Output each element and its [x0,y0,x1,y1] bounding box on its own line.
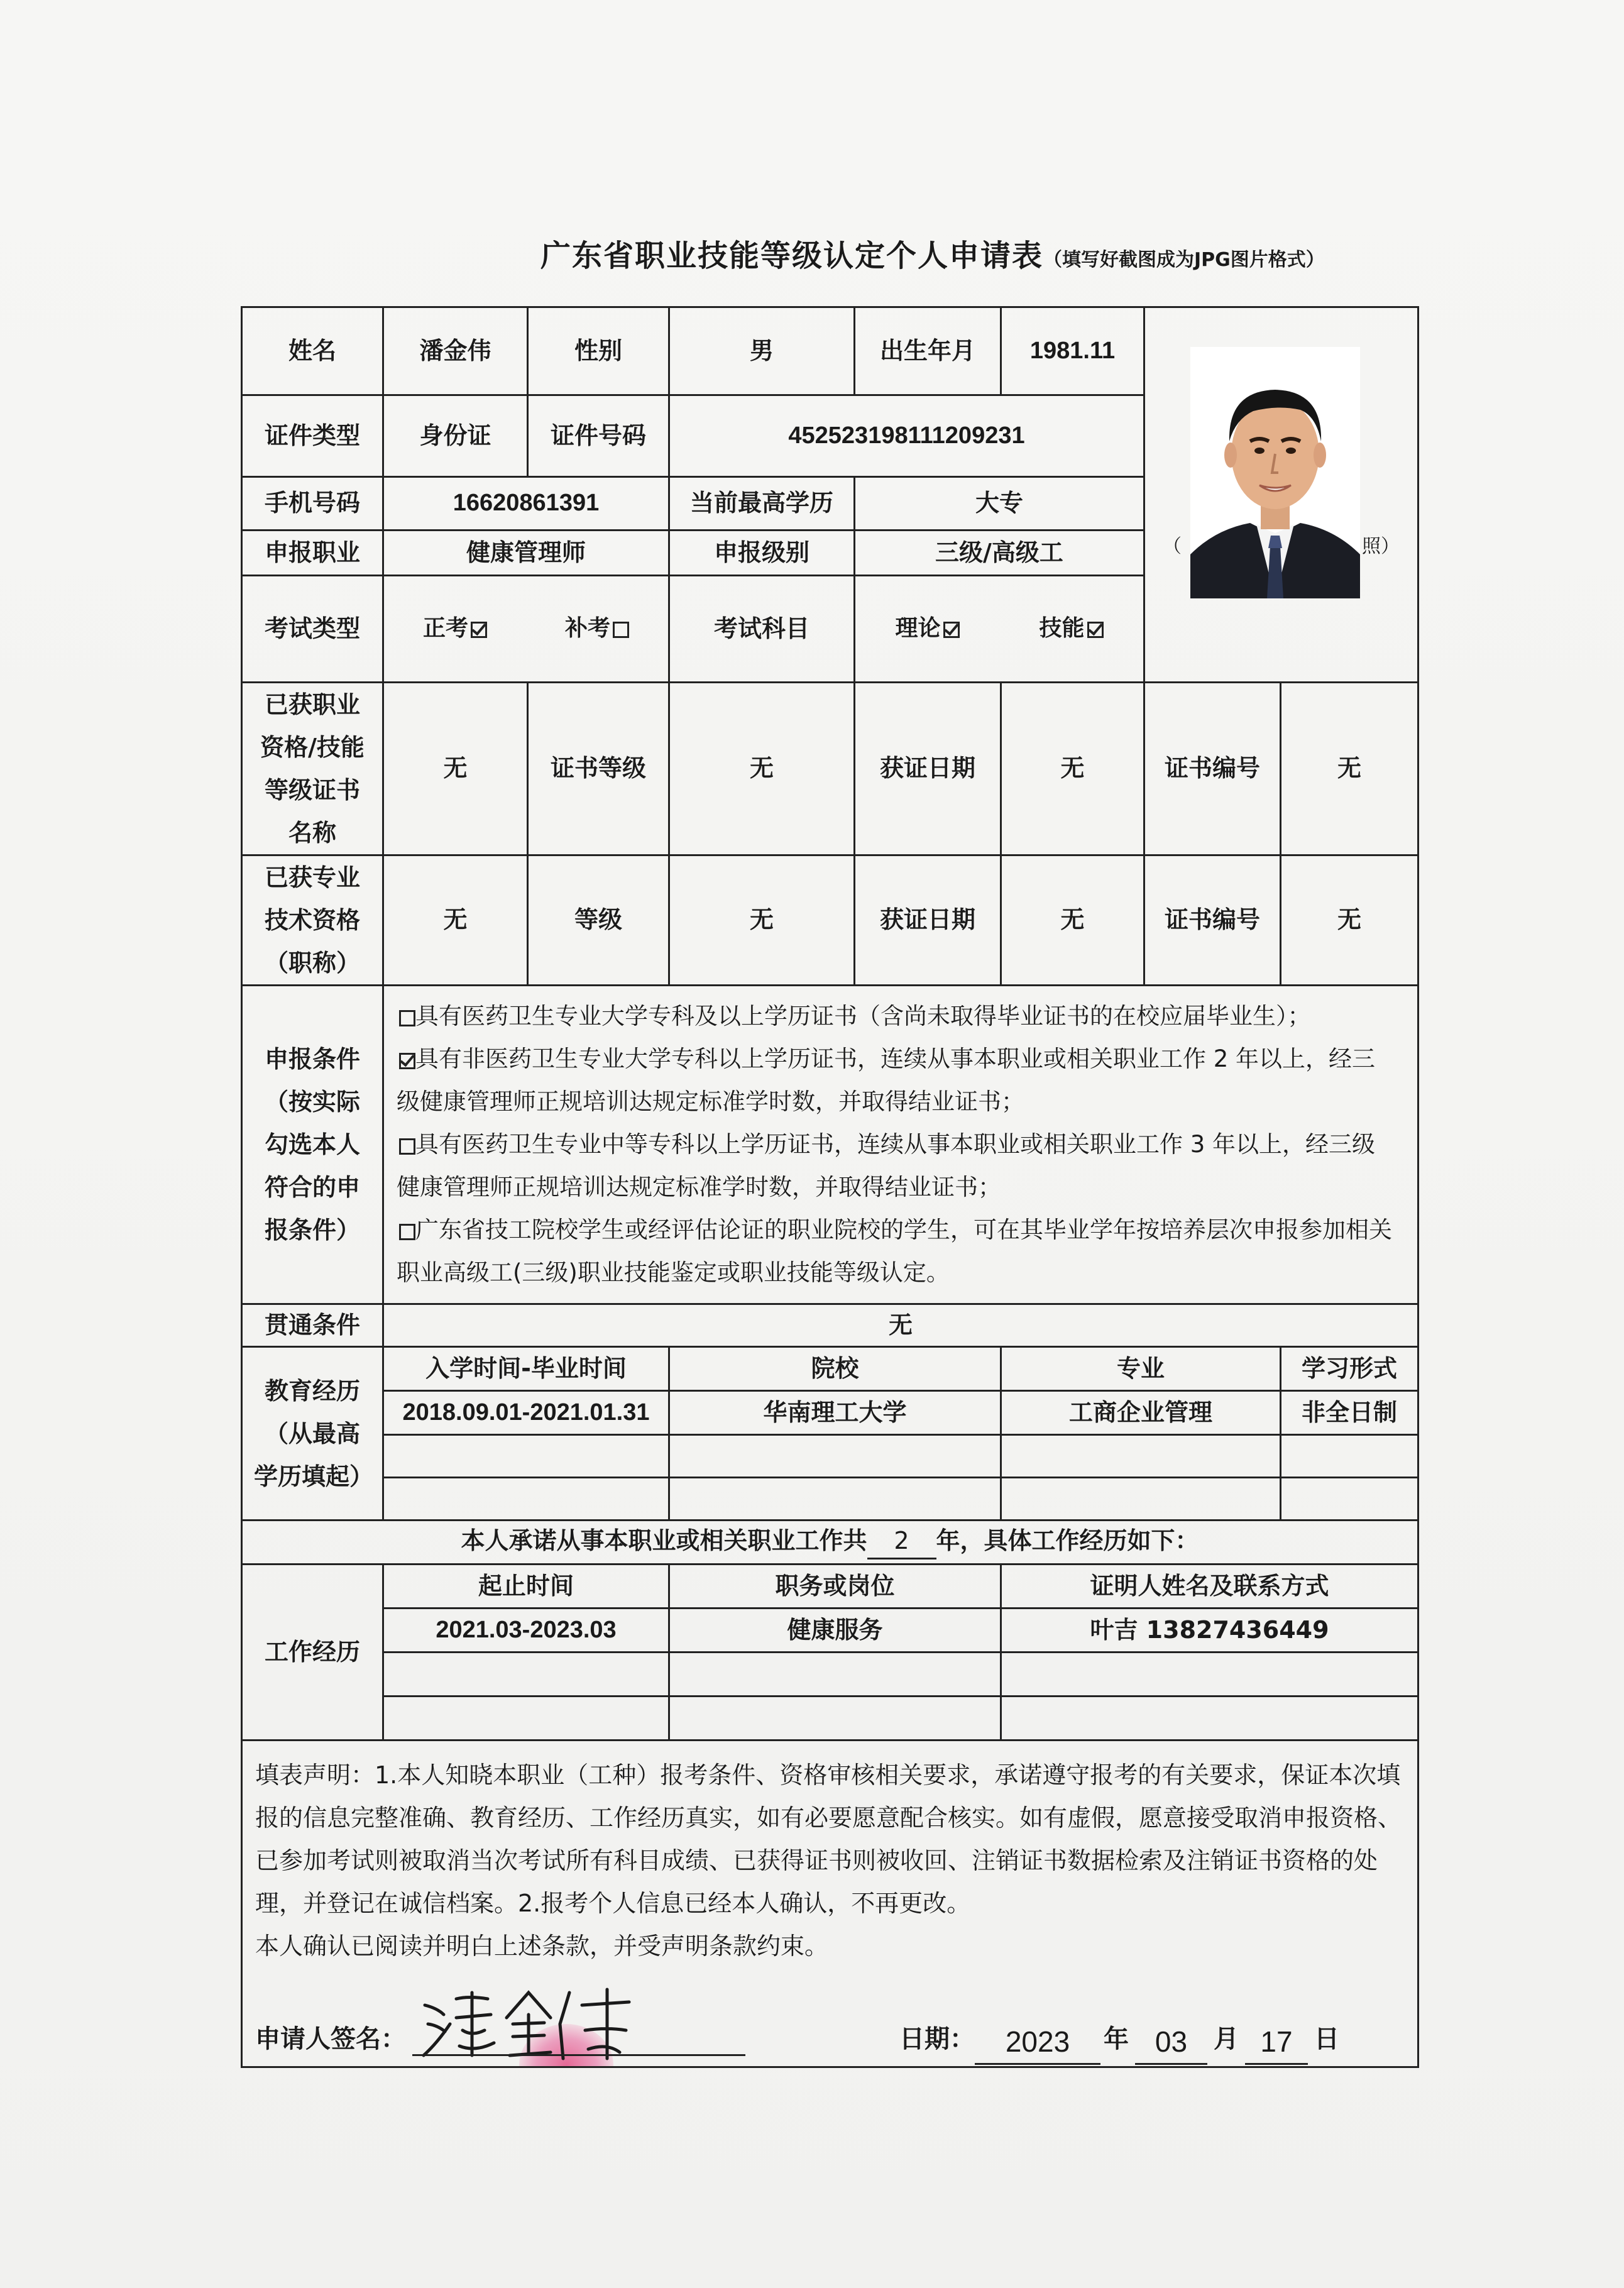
date-month-unit: 月 [1214,2025,1239,2054]
work-row-3-position [669,1697,1001,1741]
cert-grade: 无 [669,683,855,855]
work-row-1-position: 健康服务 [669,1609,1001,1653]
form-title [540,231,1458,275]
exam-type-label: 考试类型 [242,576,383,683]
application-form-table [241,306,1419,2068]
edu-header-form: 学习形式 [1281,1347,1418,1391]
title-text: 广东省职业技能等级认定个人申请表 [540,238,1044,273]
date-day-unit: 日 [1314,2025,1339,2054]
edu-row [242,1391,1418,1435]
cert-grade-label: 证书等级 [528,683,669,855]
title-cert-grade: 无 [669,855,855,986]
birth-label: 出生年月 [855,307,1001,395]
edu-header-period: 入学时间-毕业时间 [383,1347,669,1391]
edu-row-3-school [669,1478,1001,1521]
signature-row [255,1986,1405,2062]
edu-value: 大专 [855,477,1144,531]
cert-name: 无 [383,683,528,855]
work-promise-prefix: 本人承诺从事本职业或相关职业工作共 [461,1527,867,1555]
edu-row [242,1478,1418,1521]
birth-value: 1981.11 [1001,307,1144,395]
theory-label: 理论 [895,615,941,642]
photo-note-right: 照） [1362,536,1400,558]
title-cert-label: 已获专业技术资格（职称） [242,855,383,986]
makeup-label: 补考 [564,615,610,642]
date-year: 2023 [975,2020,1100,2065]
gender-value: 男 [669,307,855,395]
portrait-image [1190,347,1360,598]
work-row-3-reference [1001,1697,1418,1741]
date-month: 03 [1135,2020,1207,2065]
through-label: 贯通条件 [242,1304,383,1347]
date-year-unit: 年 [1104,2025,1129,2054]
signature-label: 申请人签名： [255,2025,406,2054]
edu-row-3-period [383,1478,669,1521]
edu-row-2-school [669,1435,1001,1478]
regular-label: 正考 [422,615,468,642]
title-cert-date-label: 获证日期 [855,855,1001,986]
regular-option[interactable] [423,613,487,644]
declaration-confirm: 本人确认已阅读并明白上述条款，并受声明条款约束。 [255,1932,829,1960]
skill-checkbox[interactable] [1087,622,1104,638]
theory-option[interactable] [895,613,959,644]
signature-line [412,2054,745,2056]
edu-label: 当前最高学历 [669,477,855,531]
condition-item[interactable] [397,1038,1398,1123]
edu-header-school: 院校 [669,1347,1001,1391]
edu-row [242,1435,1418,1478]
gender-label: 性别 [528,307,669,395]
work-label: 工作经历 [242,1565,383,1741]
title-note: （填写好截图成为JPG图片格式） [1043,249,1325,271]
edu-row-1-period: 2018.09.01-2021.01.31 [383,1391,669,1435]
skill-label: 技能 [1039,615,1085,642]
through-value: 无 [383,1304,1418,1347]
work-header-period: 起止时间 [383,1565,669,1609]
declaration-cell [242,1741,1418,2067]
cert-date: 无 [1001,683,1144,855]
work-row-2-position [669,1653,1001,1697]
condition-item[interactable] [397,1209,1398,1294]
title-cert-grade-label: 等级 [528,855,669,986]
id-no-label: 证件号码 [528,395,669,477]
makeup-option[interactable] [565,613,629,644]
id-type-label: 证件类型 [242,395,383,477]
edu-header-major: 专业 [1001,1347,1281,1391]
condition-checkbox-3[interactable] [399,1138,415,1155]
work-row [242,1609,1418,1653]
name-label: 姓名 [242,307,383,395]
photo-note-left: （ [1163,536,1182,558]
conditions-list [383,986,1418,1304]
makeup-checkbox[interactable] [613,622,629,638]
title-cert-no: 无 [1281,855,1418,986]
condition-checkbox-1[interactable] [399,1010,415,1026]
date-label: 日期： [899,2025,975,2054]
handwritten-signature [419,1980,639,2062]
title-cert-no-label: 证书编号 [1144,855,1281,986]
cert-label: 已获职业资格/技能等级证书名称 [242,683,383,855]
regular-checkbox[interactable] [471,622,487,638]
exam-subject-options [855,576,1144,683]
work-years: 2 [867,1525,936,1559]
id-type-value: 身份证 [383,395,528,477]
name-value: 潘金伟 [383,307,528,395]
edu-row-2-period [383,1435,669,1478]
job-value: 健康管理师 [383,531,669,576]
condition-text-2: 具有非医药卫生专业大学专科以上学历证书，连续从事本职业或相关职业工作 2 年以上，经三级健康管理师正规培训达规定标准学时数，并取得结业证书； [397,1045,1376,1115]
edu-row-1-school: 华南理工大学 [669,1391,1001,1435]
work-header-position: 职务或岗位 [669,1565,1001,1609]
theory-checkbox[interactable] [943,622,960,638]
work-promise [242,1521,1418,1565]
work-row-1-reference: 叶吉 13827436449 [1001,1609,1418,1653]
edu-row-2-major [1001,1435,1281,1478]
declaration-text: 填表声明：1.本人知晓本职业（工种）报考条件、资格审核相关要求，承诺遵守报考的有关要求，保证本次填报的信息完整准确、教育经历、工作经历真实，如有必要愿意配合核实。如有虚假，愿意接受取消申报资格、已参加考试则被取消当次考试所有科目成绩、已获得证书则被收回、注销证书数据检索及注销证书资格的处理，并登记在诚信档案。2.报考个人信息已经本人确认，不再更改。 [255,1761,1402,1917]
condition-text-4: 广东省技工院校学生或经评估论证的职业院校的学生，可在其毕业学年按培养层次申报参加相关职业高级工(三级)职业技能鉴定或职业技能等级认定。 [397,1216,1392,1286]
condition-item[interactable] [397,1123,1398,1209]
title-cert-date: 无 [1001,855,1144,986]
condition-text-3: 具有医药卫生专业中等专科以上学历证书，连续从事本职业或相关职业工作 3 年以上，经三级健康管理师正规培训达规定标准学时数，并取得结业证书； [397,1131,1376,1201]
work-promise-suffix: 年，具体工作经历如下： [936,1527,1199,1555]
conditions-label: 申报条件（按实际勾选本人符合的申报条件） [242,986,383,1304]
level-value: 三级/高级工 [855,531,1144,576]
edu-row-1-major: 工商企业管理 [1001,1391,1281,1435]
exam-type-options [383,576,669,683]
edu-row-3-form [1281,1478,1418,1521]
skill-option[interactable] [1039,613,1103,644]
work-row-1-period: 2021.03-2023.03 [383,1609,669,1653]
id-no-value: 452523198111209231 [669,395,1144,477]
edu-row-3-major [1001,1478,1281,1521]
exam-subject-label: 考试科目 [669,576,855,683]
work-row-2-period [383,1653,669,1697]
condition-checkbox-2[interactable] [399,1053,415,1069]
date-day: 17 [1245,2020,1308,2065]
work-row [242,1697,1418,1741]
cert-no: 无 [1281,683,1418,855]
job-label: 申报职业 [242,531,383,576]
applicant-photo [1190,347,1360,598]
cert-date-label: 获证日期 [855,683,1001,855]
cert-no-label: 证书编号 [1144,683,1281,855]
edu-row-1-form: 非全日制 [1281,1391,1418,1435]
condition-checkbox-4[interactable] [399,1224,415,1240]
work-row-3-period [383,1697,669,1741]
level-label: 申报级别 [669,531,855,576]
condition-text-1: 具有医药卫生专业大学专科及以上学历证书（含尚未取得毕业证书的在校应届毕业生）； [415,1003,1311,1030]
work-row-2-reference [1001,1653,1418,1697]
edu-row-2-form [1281,1435,1418,1478]
work-row [242,1653,1418,1697]
phone-label: 手机号码 [242,477,383,531]
education-label: 教育经历（从最高学历填起） [242,1347,383,1521]
condition-item[interactable] [397,995,1398,1038]
work-header-reference: 证明人姓名及联系方式 [1001,1565,1418,1609]
photo-cell [1144,307,1418,683]
title-cert-name: 无 [383,855,528,986]
phone-value: 16620861391 [383,477,669,531]
